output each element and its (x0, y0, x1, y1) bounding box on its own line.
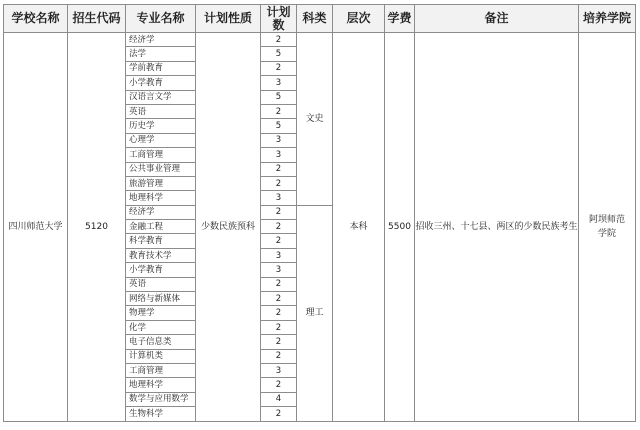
plan-count-cell: 2 (261, 205, 297, 219)
plan-count-cell: 5 (261, 119, 297, 133)
note-cell: 招收三州、十七县、两区的少数民族考生 (415, 33, 579, 422)
major-cell: 心理学 (126, 133, 196, 147)
plan-count-cell: 3 (261, 191, 297, 205)
major-cell: 生物科学 (126, 407, 196, 421)
plan-count-cell: 3 (261, 148, 297, 162)
plan-count-cell: 2 (261, 277, 297, 291)
major-cell: 经济学 (126, 33, 196, 47)
major-cell: 英语 (126, 104, 196, 118)
major-cell: 网络与新媒体 (126, 292, 196, 306)
header-college: 培养学院 (579, 5, 636, 33)
header-major: 专业名称 (126, 5, 196, 33)
major-cell: 计算机类 (126, 349, 196, 363)
plan-count-cell: 2 (261, 292, 297, 306)
major-cell: 小学教育 (126, 76, 196, 90)
major-cell: 旅游管理 (126, 176, 196, 190)
header-plan-type: 计划性质 (196, 5, 261, 33)
plan-count-cell: 2 (261, 220, 297, 234)
enrollment-table (3, 4, 636, 422)
plan-count-cell: 5 (261, 90, 297, 104)
plan-count-cell: 3 (261, 363, 297, 377)
major-cell: 电子信息类 (126, 335, 196, 349)
plan-count-cell: 2 (261, 320, 297, 334)
plan-type-cell: 少数民族预科 (196, 33, 261, 422)
subject-cell: 理工 (297, 205, 333, 421)
major-cell: 物理学 (126, 306, 196, 320)
major-cell: 经济学 (126, 205, 196, 219)
major-cell: 工商管理 (126, 148, 196, 162)
code-cell: 5120 (68, 33, 126, 422)
major-cell: 地理科学 (126, 191, 196, 205)
plan-count-cell: 3 (261, 263, 297, 277)
plan-count-cell: 2 (261, 162, 297, 176)
table-body (4, 33, 636, 422)
header-school: 学校名称 (4, 5, 68, 33)
subject-cell: 文史 (297, 33, 333, 206)
header-plan-count: 计划数 (261, 5, 297, 33)
major-cell: 汉语言文学 (126, 90, 196, 104)
plan-count-cell: 2 (261, 378, 297, 392)
table-row (4, 33, 636, 47)
college-cell: 阿坝师范学院 (579, 33, 636, 422)
plan-count-cell: 2 (261, 234, 297, 248)
major-cell: 工商管理 (126, 363, 196, 377)
plan-count-cell: 2 (261, 306, 297, 320)
plan-count-cell: 2 (261, 176, 297, 190)
plan-count-cell: 2 (261, 335, 297, 349)
level-cell: 本科 (333, 33, 385, 422)
major-cell: 数学与应用数学 (126, 392, 196, 406)
plan-count-cell: 2 (261, 33, 297, 47)
major-cell: 法学 (126, 47, 196, 61)
school-cell: 四川师范大学 (4, 33, 68, 422)
header-code: 招生代码 (68, 5, 126, 33)
major-cell: 地理科学 (126, 378, 196, 392)
plan-count-cell: 2 (261, 349, 297, 363)
plan-count-cell: 3 (261, 76, 297, 90)
plan-count-cell: 3 (261, 248, 297, 262)
major-cell: 教育技术学 (126, 248, 196, 262)
plan-count-cell: 3 (261, 133, 297, 147)
header-tuition: 学费 (385, 5, 415, 33)
header-row (4, 5, 636, 33)
header-level: 层次 (333, 5, 385, 33)
major-cell: 历史学 (126, 119, 196, 133)
major-cell: 学前教育 (126, 61, 196, 75)
tuition-cell: 5500 (385, 33, 415, 422)
major-cell: 英语 (126, 277, 196, 291)
major-cell: 化学 (126, 320, 196, 334)
major-cell: 公共事业管理 (126, 162, 196, 176)
plan-count-cell: 4 (261, 392, 297, 406)
plan-count-cell: 2 (261, 61, 297, 75)
header-subject: 科类 (297, 5, 333, 33)
plan-count-cell: 2 (261, 407, 297, 421)
plan-count-cell: 5 (261, 47, 297, 61)
major-cell: 金融工程 (126, 220, 196, 234)
major-cell: 科学教育 (126, 234, 196, 248)
header-note: 备注 (415, 5, 579, 33)
major-cell: 小学教育 (126, 263, 196, 277)
plan-count-cell: 2 (261, 104, 297, 118)
